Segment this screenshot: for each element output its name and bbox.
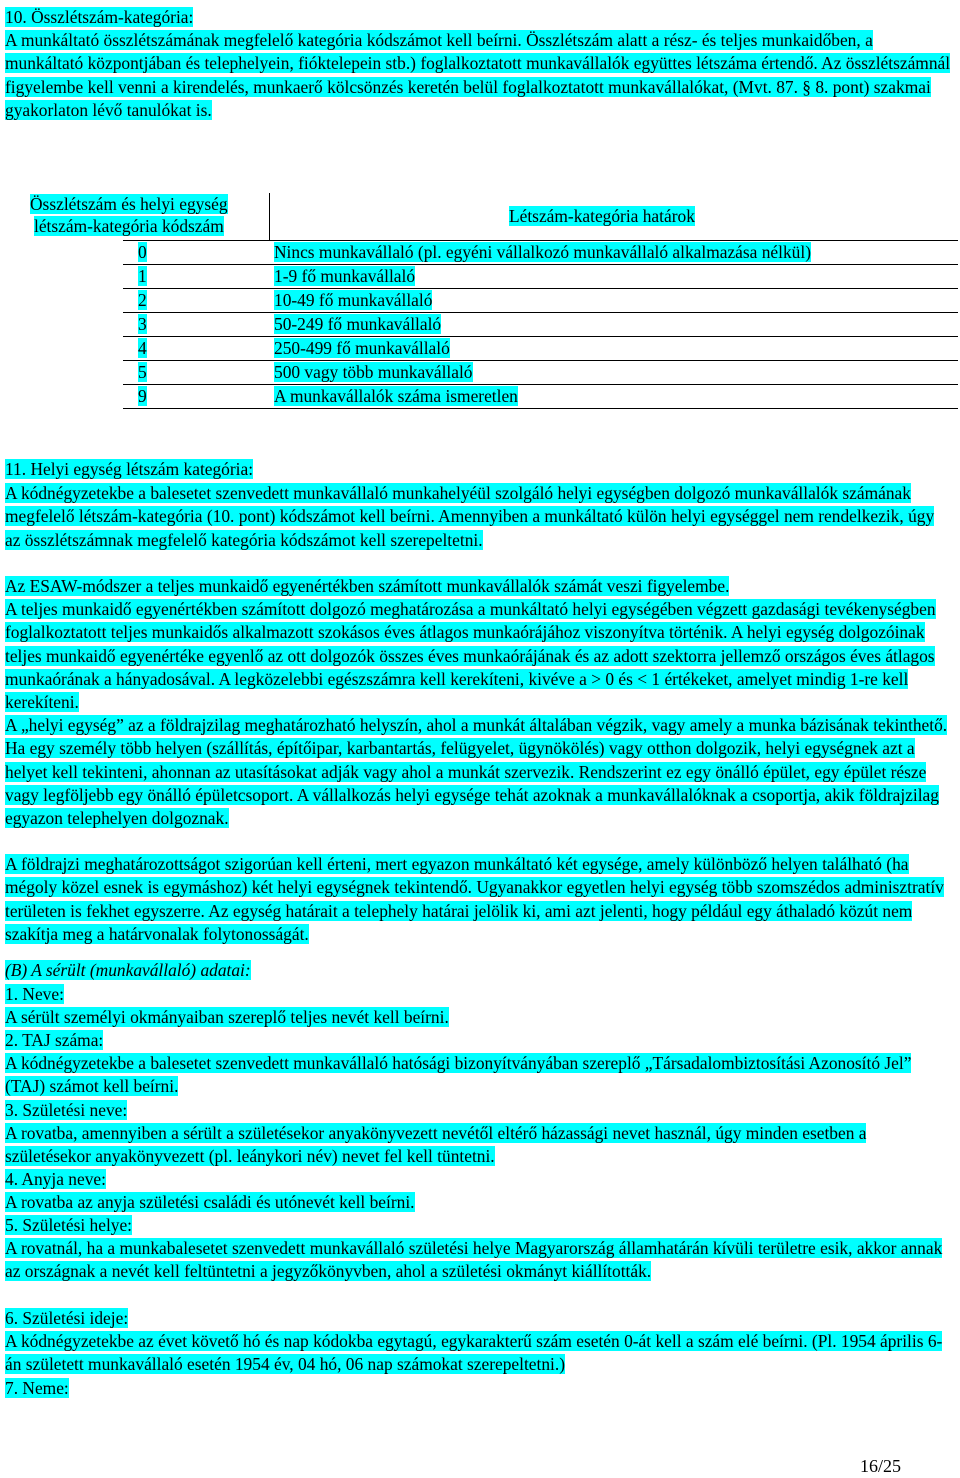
section-b-heading: (B) A sérült (munkavállaló) adatai: — [5, 960, 251, 980]
field-text-mother-name: A rovatba az anyja születési családi és utónevét kell beírni. — [5, 1192, 415, 1212]
table-row-code: 1 — [138, 266, 147, 286]
table-row-desc: Nincs munkavállaló (pl. egyéni vállalkozó munkavállaló alkalmazása nélkül) — [274, 242, 811, 262]
table-row-code: 4 — [138, 338, 147, 358]
table-header-code: Összlétszám és helyi egység létszám-kategória kódszám — [30, 194, 228, 236]
table-row-desc: 10-49 fő munkavállaló — [274, 290, 433, 310]
field-heading-birth-place: 5. Születési helye: — [5, 1215, 133, 1235]
table-row-desc: 1-9 fő munkavállaló — [274, 266, 416, 286]
field-heading-birth-name: 3. Születési neve: — [5, 1100, 128, 1120]
section-11-heading: 11. Helyi egység létszám kategória: — [5, 459, 254, 479]
field-text-name: A sérült személyi okmányaiban szereplő teljes nevét kell beírni. — [5, 1007, 449, 1027]
section-11-paragraph: A teljes munkaidő egyenértékben számított dolgozó meghatározása a munkáltató helyi egységében végzett gazdasági tevékenységben foglalkoztatott teljes munkaidős alkalmazott szokásos éves átlagos munkaórájához viszonyítva történik. A helyi egység dolgozóinak teljes munkaidő egyenértéke egyenlő az ott dolgozók összes éves munkaórájának és az adott szektorra jellemző országos éves átlagos munkaórának a hányadosával. A legközelebbi egészszámra kell kerekíteni, kivéve a > 0 és < 1 értékeket, amelyet mindig 1-re kell kerekíteni. — [5, 599, 936, 713]
table-row-code: 5 — [138, 362, 147, 382]
section-10-heading: 10. Összlétszám-kategória: — [5, 7, 194, 27]
field-text-birth-name: A rovatba, amennyiben a sérült a születésekor anyakönyvezett nevétől eltérő házassági nevet használ, úgy minden esetben a születésekor anyakönyvezett (pl. leánykori név) nevet fel kell tüntetni. — [5, 1123, 867, 1167]
field-heading-mother-name: 4. Anyja neve: — [5, 1169, 106, 1189]
section-11-paragraph: Az ESAW-módszer a teljes munkaidő egyenértékben számított munkavállalók számát veszi figyelembe. — [5, 576, 730, 596]
table-row-code: 3 — [138, 314, 147, 334]
field-heading-birth-date: 6. Születési ideje: — [5, 1308, 129, 1328]
field-heading-sex: 7. Neme: — [5, 1378, 69, 1398]
table-row-desc: A munkavállalók száma ismeretlen — [274, 386, 518, 406]
table-row-code: 0 — [138, 242, 147, 262]
table-row-code: 9 — [138, 386, 147, 406]
section-10-body: A munkáltató összlétszámának megfelelő kategória kódszámot kell beírni. Összlétszám alatt a rész- és teljes munkaidőben, a munkáltató központjában és telephelyein, fióktelepein stb.) foglalkoztatott munkavállalók együttes létszáma értendő. Az összlétszámnál figyelembe kell venni a kirendelés, munkaerő kölcsönzés keretén belül foglalkoztatott munkavállalókat, (Mvt. 87. § 8. pont) szakmai gyakorlaton lévő tanulókat is. — [5, 30, 951, 120]
table-divider — [269, 193, 270, 241]
section-11-paragraph: A „helyi egység” az a földrajzilag meghatározható helyszín, ahol a munkát általában végzik, vagy amely a munka bázisának tekinthető. Ha egy személy több helyen (szállítás, építőipar, karbantartás, felügyelet, ügynökölés) vagy otthon dolgozik, helyi egységnek azt a helyet kell tekinteni, ahonnan az utasításokat adják vagy ahol a munkát szervezik. Rendszerint ez egy önálló épület, egy épület része vagy legföljebb egy önálló épületcsoport. A vállalkozás helyi egysége tehát azoknak a munkavállalóknak a csoportja, akik földrajzilag egyazon telephelyen dolgoznak. — [5, 715, 948, 829]
field-heading-name: 1. Neve: — [5, 984, 64, 1004]
field-heading-taj: 2. TAJ száma: — [5, 1030, 104, 1050]
section-11-paragraph: A kódnégyzetekbe a balesetet szenvedett munkavállaló munkahelyéül szolgáló helyi egységben dolgozó munkavállalók számának megfelelő létszám-kategória (10. pont) kódszámot kell beírni. Amennyiben a munkáltató külön helyi egységgel nem rendelkezik, úgy az összlétszámnak megfelelő kategória kódszámot kell szerepeltetni. — [5, 483, 935, 550]
table-row-desc: 500 vagy több munkavállaló — [274, 362, 473, 382]
table-header-limits: Létszám-kategória határok — [509, 206, 695, 226]
field-text-birth-date: A kódnégyzetekbe az évet követő hó és nap kódokba egytagú, egykarakterű szám esetén 0-át kell a szám elé beírni. (Pl. 1954 április 6-án született munkavállaló esetén 1954 év, 04 hó, 06 nap számokat szerepeltetni.) — [5, 1331, 943, 1375]
field-text-birth-place: A rovatnál, ha a munkabalesetet szenvedett munkavállaló születési helye Magyarország államhatárán kívüli területre esik, akkor annak az országnak a nevét kell feltüntetni a jegyzőkönyvben, ahol a születési okmányt kiállították. — [5, 1238, 943, 1282]
table-row-desc: 250-499 fő munkavállaló — [274, 338, 450, 358]
table-rule — [123, 408, 958, 409]
section-11-paragraph: A földrajzi meghatározottságot szigorúan kell érteni, mert egyazon munkáltató két egysége, amely különböző helyen található (ha mégoly közel esnek is egymáshoz) két helyi egységnek tekintendő. Ugyanakkor egyetlen helyi egység több szomszédos adminisztratív területen is fekhet egyszerre. Az egység határait a telephely határai jelölik ki, ami azt jelenti, hogy például egy áthaladó közút nem szakítja meg a határvonalak folytonosságát. — [5, 854, 944, 944]
page-number: 16/25 — [860, 1456, 902, 1476]
table-row-desc: 50-249 fő munkavállaló — [274, 314, 442, 334]
table-row-code: 2 — [138, 290, 147, 310]
field-text-taj: A kódnégyzetekbe a balesetet szenvedett munkavállaló hatósági bizonyítványában szereplő „Társadalombiztosítási Azonosító Jel” (TAJ) számot kell beírni. — [5, 1053, 912, 1097]
